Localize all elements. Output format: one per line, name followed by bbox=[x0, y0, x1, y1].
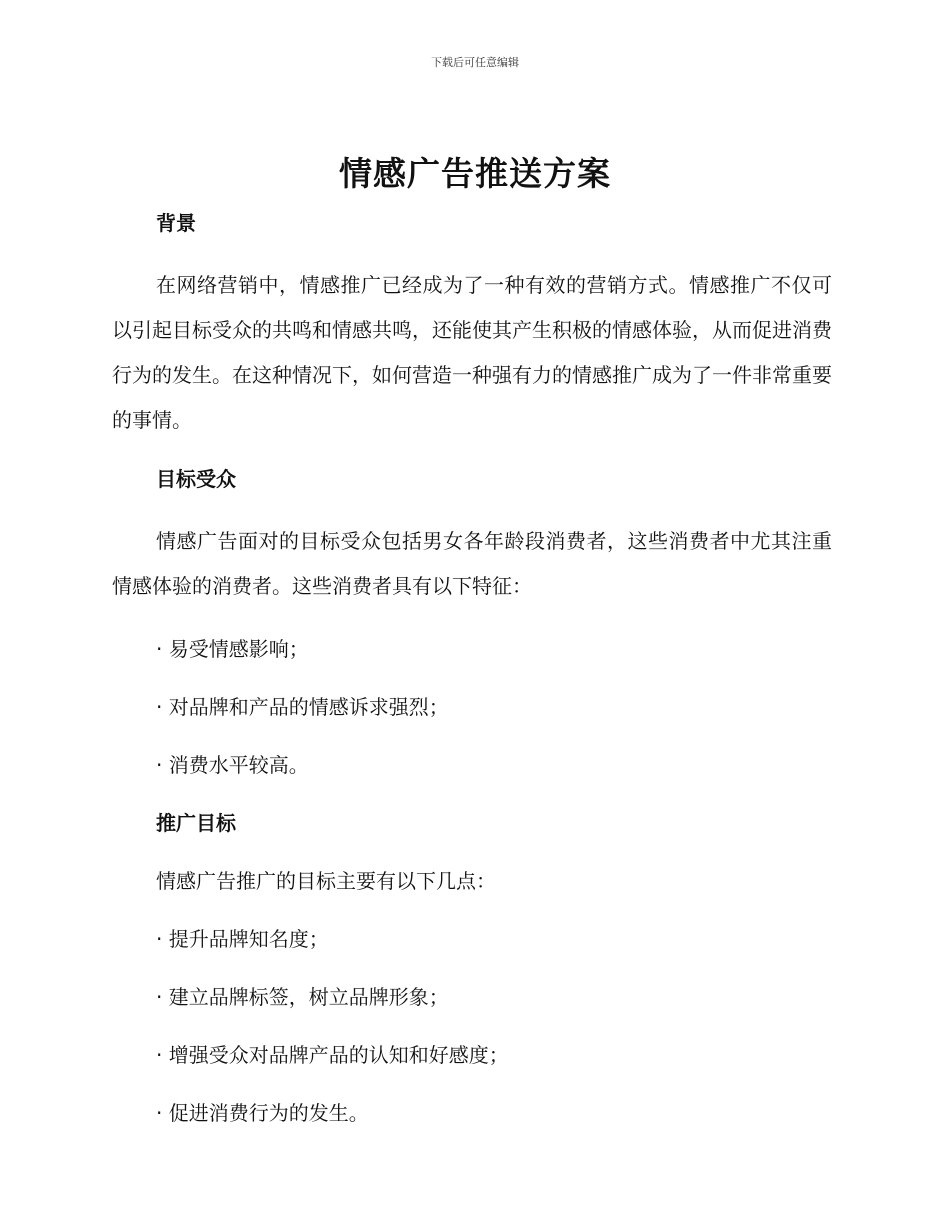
goals-list-item: · 增强受众对品牌产品的认知和好感度； bbox=[156, 1043, 509, 1067]
audience-list-item: · 对品牌和产品的情感诉求强烈； bbox=[156, 695, 449, 719]
document-body bbox=[112, 205, 832, 1131]
goals-list-item: · 建立品牌标签，树立品牌形象； bbox=[156, 985, 449, 1009]
goals-list-item: · 提升品牌知名度； bbox=[156, 927, 329, 951]
document-title: 情感广告推送方案 bbox=[339, 154, 611, 193]
background-paragraph: 在网络营销中，情感推广已经成为了一种有效的营销方式。情感推广不仅可以引起目标受众的共鸣和情感共鸣，还能使其产生积极的情感体验，从而促进消费行为的发生。在这种情况下，如何营造一种强有力的情感推广成为了一件非常重要的事情。 bbox=[112, 273, 832, 432]
goals-intro: 情感广告推广的目标主要有以下几点： bbox=[156, 869, 496, 893]
header-note: 下载后可任意编辑 bbox=[431, 56, 519, 69]
section-heading-goals: 推广目标 bbox=[156, 811, 236, 835]
section-heading-background: 背景 bbox=[156, 211, 196, 235]
audience-list-item: · 消费水平较高。 bbox=[156, 753, 309, 777]
section-heading-audience: 目标受众 bbox=[156, 467, 236, 491]
goals-list-item: · 促进消费行为的发生。 bbox=[156, 1101, 369, 1125]
audience-list-item: · 易受情感影响； bbox=[156, 637, 309, 661]
audience-paragraph: 情感广告面对的目标受众包括男女各年龄段消费者，这些消费者中尤其注重情感体验的消费者。这些消费者具有以下特征： bbox=[112, 529, 832, 598]
